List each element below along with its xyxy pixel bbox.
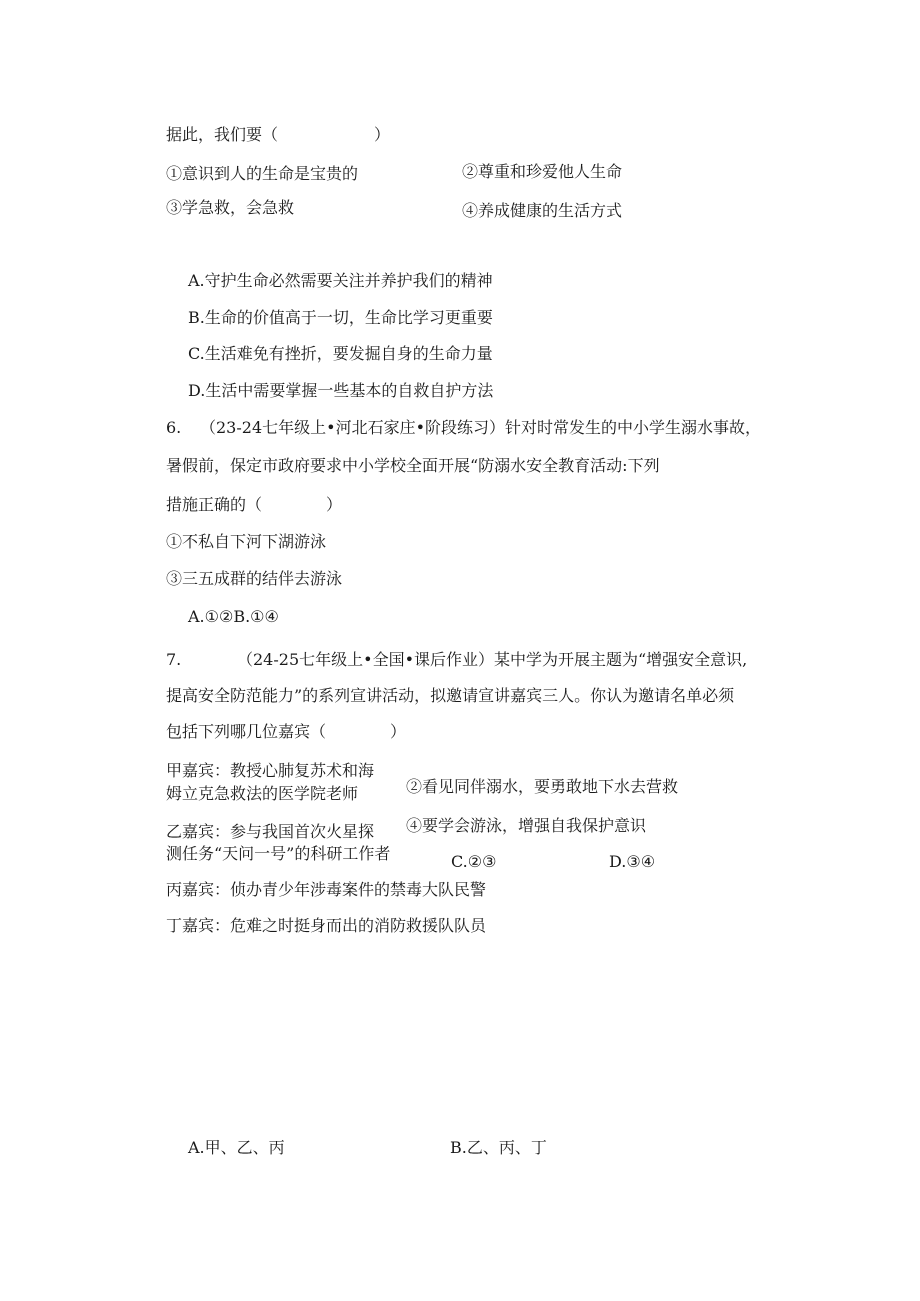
q6-option-ab: A.①②B.①④	[188, 607, 279, 626]
q6-option-d: D.③④	[609, 852, 656, 871]
q7-guest-ding: 丁嘉宾：危难之时挺身而出的消防救援队队员	[166, 916, 487, 935]
q6-stem-line-2: 暑假前，保定市政府要求中小学校全面开展“防溺水安全教育活动:下列	[166, 456, 660, 475]
q5-statement-1: ①意识到人的生命是宝贵的	[166, 164, 359, 183]
q7-guest-yi-line-2: 测任务“天问一号”的科研工作者	[166, 844, 391, 863]
q5-option-c: C.生活难免有挫折，要发掘自身的生命力量	[188, 344, 493, 363]
q6-option-c: C.②③	[451, 852, 497, 871]
q6-stem-line-3: 措施正确的（ ）	[166, 495, 343, 514]
q7-guest-bing: 丙嘉宾：侦办青少年涉毒案件的禁毒大队民警	[166, 880, 487, 899]
q5-statement-4: ④养成健康的生活方式	[462, 201, 623, 220]
q5-statement-3: ③学急救，会急救	[166, 198, 295, 217]
q6-number: 6.	[166, 418, 182, 437]
q6-stem-line-1: （23-24七年级上•河北石家庄•阶段练习）针对时常发生的中小学生溺水事故，	[200, 418, 762, 437]
q5-option-b: B.生命的价值高于一切，生命比学习更重要	[188, 308, 493, 327]
q6-statement-1: ①不私自下河下湖游泳	[166, 532, 327, 551]
q5-option-a: A.守护生命必然需要关注并养护我们的精神	[188, 271, 493, 290]
q7-guest-jia-line-2: 姆立克急救法的医学院老师	[166, 784, 359, 803]
q7-stem-line-3: 包括下列哪几位嘉宾（ ）	[166, 722, 407, 741]
q5-option-d: D.生活中需要掌握一些基本的自救自护方法	[188, 381, 494, 400]
q6-statement-3: ③三五成群的结伴去游泳	[166, 569, 343, 588]
q7-guest-yi-line-1: 乙嘉宾：参与我国首次火星探	[166, 822, 375, 841]
q7-number: 7.	[166, 650, 182, 669]
q5-stem-tail: 据此，我们要（ ）	[166, 125, 391, 144]
q7-guest-jia-line-1: 甲嘉宾：教授心肺复苏术和海	[166, 761, 375, 780]
q5-statement-2: ②尊重和珍爱他人生命	[462, 162, 623, 181]
q7-option-b: B.乙、丙、丁	[450, 1138, 547, 1157]
q6-statement-2: ②看见同伴溺水，要勇敢地下水去营救	[406, 777, 679, 796]
q7-stem-line-2: 提高安全防范能力”的系列宣讲活动，拟邀请宣讲嘉宾三人。你认为邀请名单必须	[166, 686, 735, 705]
q7-stem-line-1: （24-25七年级上•全国•课后作业）某中学为开展主题为“增强安全意识,	[237, 650, 748, 669]
q6-statement-4: ④要学会游泳，增强自我保护意识	[406, 816, 647, 835]
q7-option-a: A.甲、乙、丙	[188, 1138, 285, 1157]
